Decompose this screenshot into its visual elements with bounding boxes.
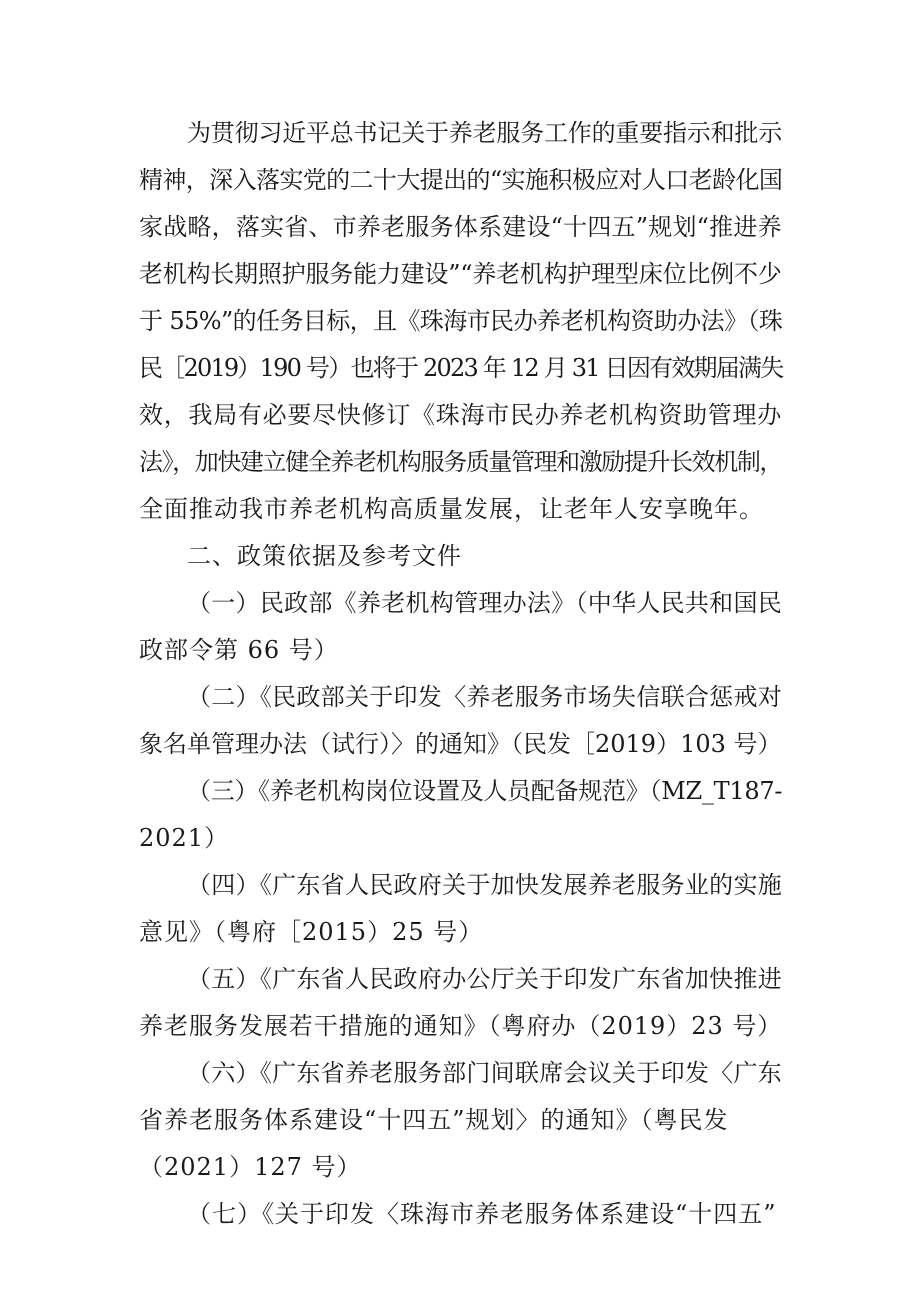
reference-line: （五）《广东省人民政府办公厅关于印发广东省加快推进 <box>187 965 782 993</box>
reference-line: （二）《民政部关于印发〈养老服务市场失信联合惩戒对 <box>187 683 782 711</box>
reference-line: 象名单管理办法（试行）〉的通知》（民发［2019）103 号） <box>139 730 782 758</box>
reference-line: 意见》（粤府［2015）25 号） <box>139 918 484 946</box>
paragraph-line: 全面推动我市养老机构高质量发展，让老年人安享晚年。 <box>139 495 764 523</box>
paragraph-line: 为贯彻习近平总书记关于养老服务工作的重要指示和批示 <box>187 119 782 147</box>
paragraph-line: 精神，深入落实党的二十大提出的“实施积极应对人口老龄化国 <box>139 166 783 194</box>
reference-line: （三）《养老机构岗位设置及人员配备规范》（MZ_T187- <box>187 777 783 805</box>
paragraph-line: 法》，加快建立健全养老机构服务质量管理和激励提升长效机制， <box>139 448 782 476</box>
reference-line: （七）《关于印发〈珠海市养老服务体系建设“十四五” <box>187 1200 777 1228</box>
reference-line: 养老服务发展若干措施的通知》（粤府办（2019）23 号） <box>139 1012 783 1040</box>
paragraph-line: 老机构长期照护服务能力建设”“养老机构护理型床位比例不少 <box>139 260 782 288</box>
reference-line: （六）《广东省养老服务部门间联席会议关于印发〈广东 <box>187 1059 782 1087</box>
paragraph-line: 民［2019）190 号）也将于 2023 年 12 月 31 日因有效期届满失 <box>139 354 783 382</box>
reference-line: （2021）127 号） <box>139 1153 362 1181</box>
section-heading: 二、政策依据及参考文件 <box>187 542 462 570</box>
reference-line: 省养老服务体系建设“十四五”规划〉的通知》（粤民发 <box>139 1106 729 1134</box>
reference-line: 2021） <box>139 824 230 852</box>
paragraph-line: 家战略，落实省、市养老服务体系建设“十四五”规划“推进养 <box>139 213 782 241</box>
reference-line: （一）民政部《养老机构管理办法》（中华人民共和国民 <box>187 589 782 617</box>
paragraph-line: 于 55%”的任务目标，且《珠海市民办养老机构资助办法》（珠 <box>139 307 783 335</box>
reference-line: （四）《广东省人民政府关于加快发展养老服务业的实施 <box>187 871 782 899</box>
reference-line: 政部令第 66 号） <box>139 636 339 664</box>
paragraph-line: 效，我局有必要尽快修订《珠海市民办养老机构资助管理办 <box>139 401 782 429</box>
